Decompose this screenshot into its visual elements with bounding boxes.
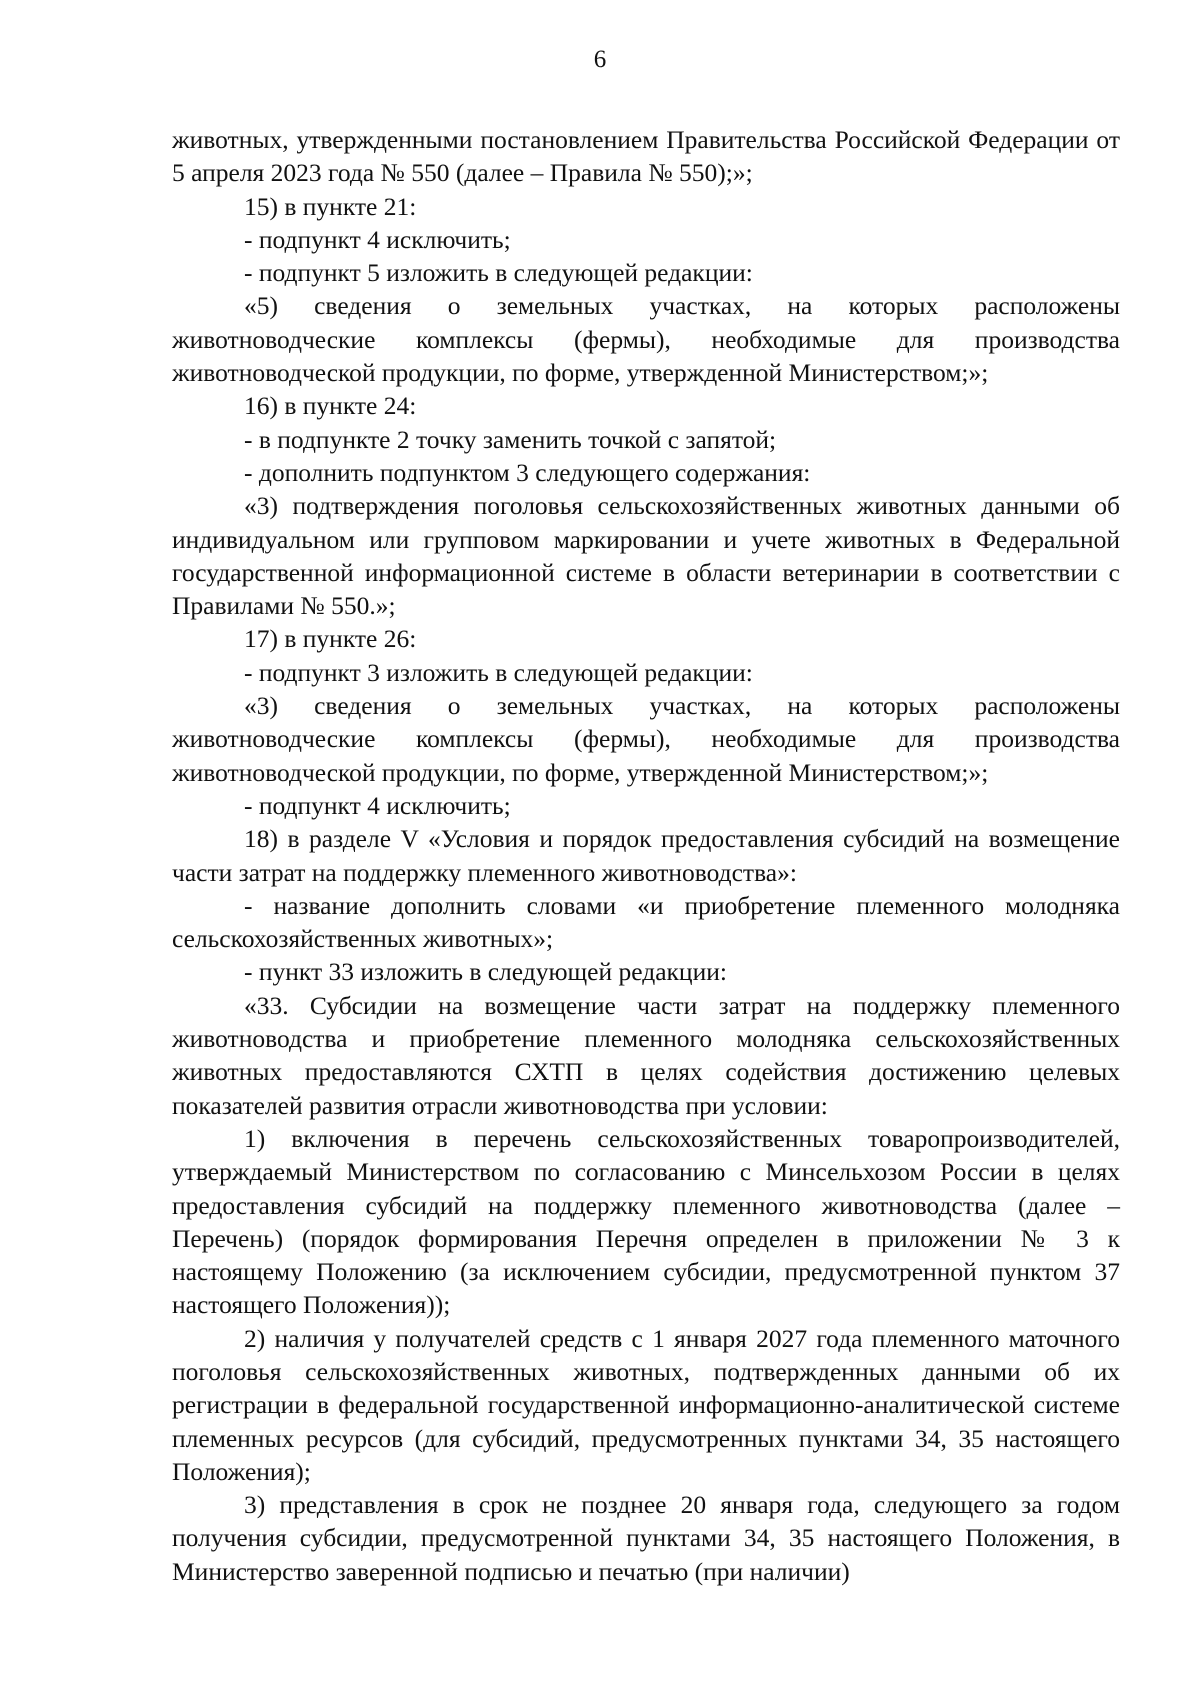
- paragraph: - подпункт 3 изложить в следующей редакции:: [244, 657, 753, 687]
- paragraph: 3) представления в срок не позднее 20 января года, следующего за годом получения субсидии, предусмотренной пунктами 34, 35 настоящего Положения, в Министерство заверенной подписью и печатью (при наличии): [172, 1490, 1120, 1586]
- page-number: 6: [593, 46, 607, 73]
- paragraph: 2) наличия у получателей средств с 1 января 2027 года племенного маточного поголовья сельскохозяйственных животных, подтвержденных данными об их регистрации в федеральной государственной информационно-аналитической системе племенных ресурсов (для субсидий, предусмотренных пунктами 34, 35 настоящего Положения);: [172, 1323, 1120, 1486]
- paragraph: - пункт 33 изложить в следующей редакции:: [244, 957, 727, 987]
- paragraph: 1) включения в перечень сельскохозяйственных товаропроизводителей, утверждаемый Министерством по согласованию с Минсельхозом России в целях предоставления субсидий на поддержку племенного животноводства (далее – Перечень) (порядок формирования Перечня определен в приложении № 3 к настоящему Положению (за исключением субсидии, предусмотренной пунктом 37 настоящего Положения));: [172, 1123, 1120, 1320]
- paragraph: - в подпункте 2 точку заменить точкой с запятой;: [244, 424, 777, 454]
- paragraph: - подпункт 4 исключить;: [244, 790, 511, 820]
- paragraph: 15) в пункте 21:: [244, 191, 417, 221]
- paragraph: 16) в пункте 24:: [244, 391, 417, 421]
- paragraph: - подпункт 5 изложить в следующей редакции:: [244, 258, 753, 288]
- paragraph: - дополнить подпунктом 3 следующего содержания:: [244, 457, 811, 487]
- paragraph: «33. Субсидии на возмещение части затрат на поддержку племенного животноводства и приобретение племенного молодняка сельскохозяйственных животных предоставляются СХТП в целях содействия достижению целевых показателей развития отрасли животноводства при условии:: [172, 990, 1120, 1120]
- paragraph: 17) в пункте 26:: [244, 624, 417, 654]
- paragraph: «3) сведения о земельных участках, на которых расположены животноводческие комплексы (фермы), необходимые для производства животноводческой продукции, по форме, утвержденной Министерством;»;: [172, 691, 1120, 787]
- paragraph: - название дополнить словами «и приобретение племенного молодняка сельскохозяйственных животных»;: [172, 890, 1120, 954]
- paragraph: «5) сведения о земельных участках, на которых расположены животноводческие комплексы (фермы), необходимые для производства животноводческой продукции, по форме, утвержденной Министерством;»;: [172, 291, 1120, 388]
- paragraph: - подпункт 4 исключить;: [244, 224, 511, 254]
- document-body: [172, 123, 1120, 1588]
- paragraph: животных, утвержденными постановлением Правительства Российской Федерации от 5 апреля 2023 года № 550 (далее – Правила № 550);»;: [172, 125, 1120, 188]
- paragraph: «3) подтверждения поголовья сельскохозяйственных животных данными об индивидуальном или групповом маркировании и учете животных в Федеральной государственной информационной системе в области ветеринарии в соответствии с Правилами № 550.»;: [172, 491, 1120, 621]
- paragraph: 18) в разделе V «Условия и порядок предоставления субсидий на возмещение части затрат на поддержку племенного животноводства»:: [172, 824, 1120, 887]
